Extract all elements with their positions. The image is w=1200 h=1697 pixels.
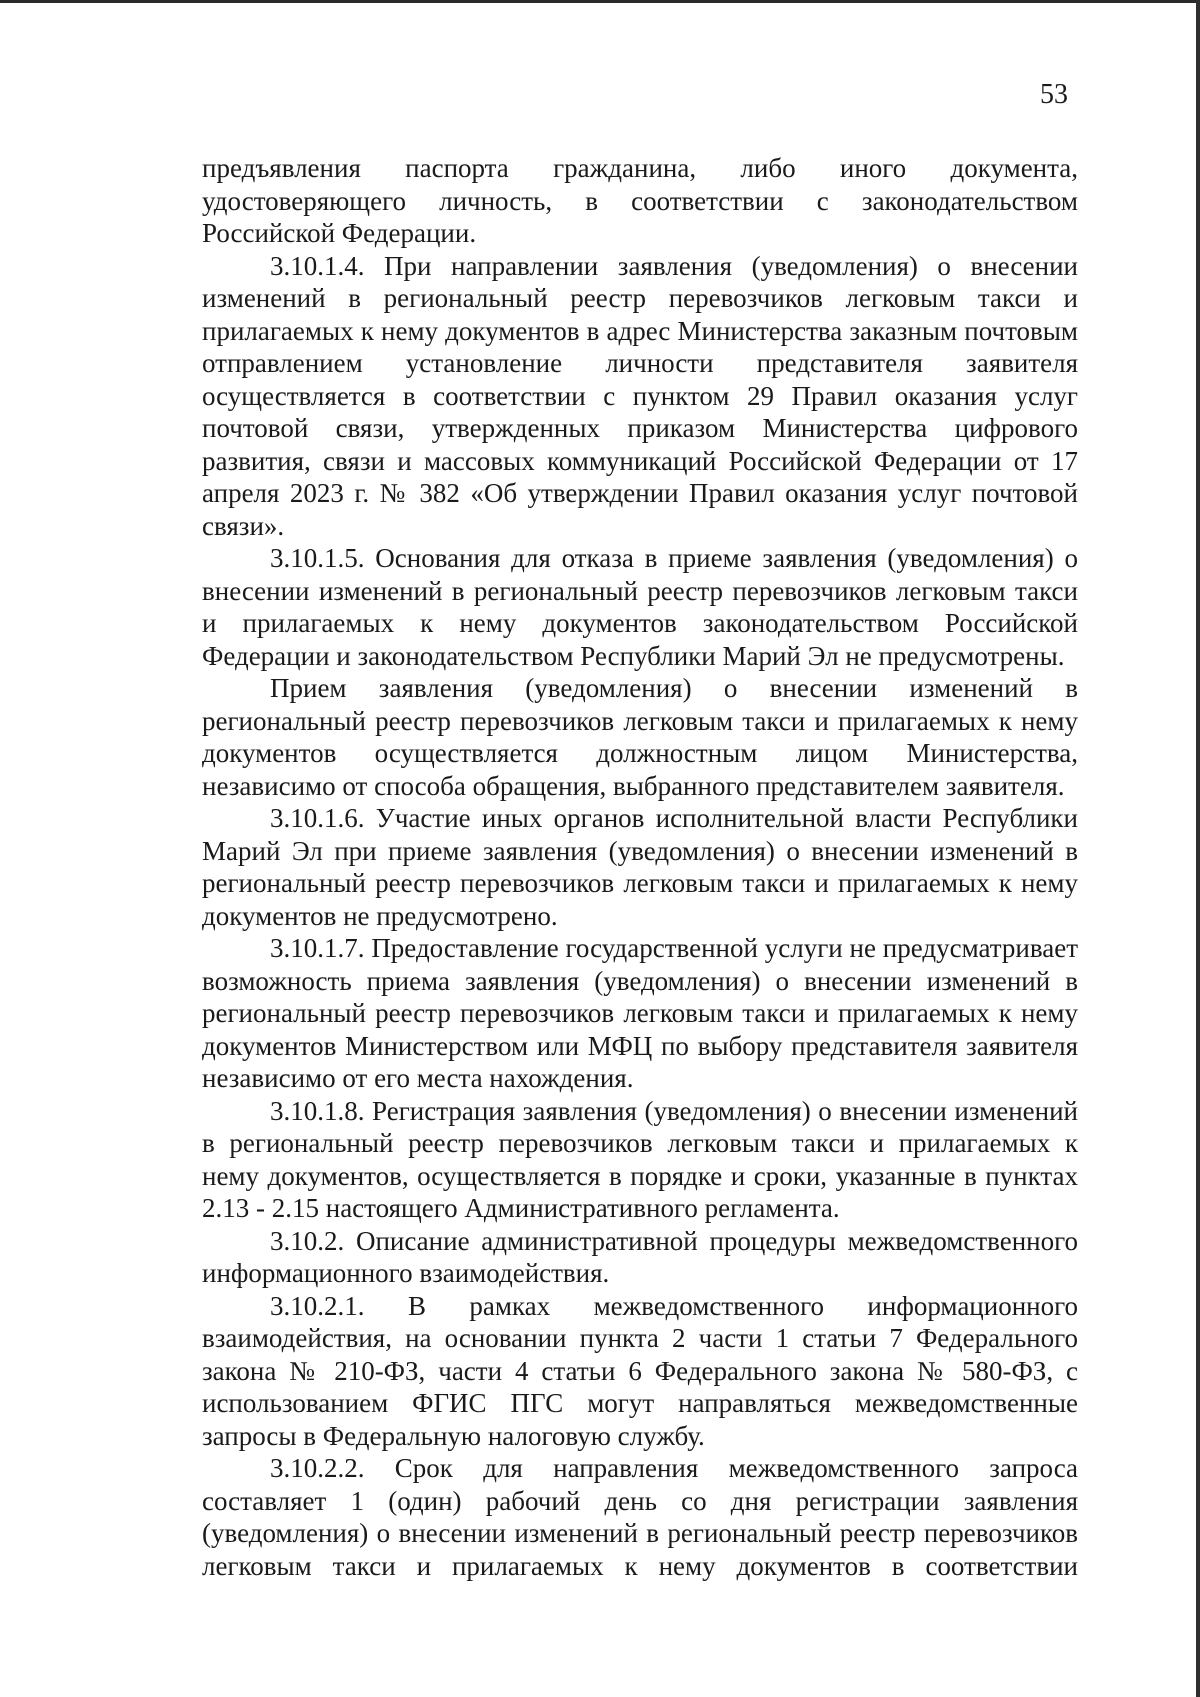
paragraph-3-10-2: 3.10.2. Описание административной процедуры межведомственного информационного взаимодействия. [202, 1225, 1078, 1288]
page-number: 53 [1040, 79, 1068, 110]
paragraph-3-10-2-2: 3.10.2.2. Срок для направления межведомственного запроса составляет 1 (один) рабочий день со дня регистрации заявления (уведомления) о внесении изменений в региональный реестр перевозчиков легковым такси и прилагаемых к нему документов в соответствии [202, 1453, 1078, 1581]
paragraph-3-10-1-6: 3.10.1.6. Участие иных органов исполнительной власти Республики Марий Эл при приеме заявления (уведомления) о внесении изменений в региональный реестр перевозчиков легковым такси и прилагаемых к нему документов не предусмотрено. [202, 803, 1078, 931]
paragraph-3-10-1-7: 3.10.1.7. Предоставление государственной услуги не предусматривает возможность приема заявления (уведомления) о внесении изменений в региональный реестр перевозчиков легковым такси и прилагаемых к нему документов Министерством или МФЦ по выбору представителя заявителя независимо от его места нахождения. [202, 933, 1078, 1093]
paragraph-3-10-1-4: 3.10.1.4. При направлении заявления (уведомления) о внесении изменений в региональный реестр перевозчиков легковым такси и прилагаемых к нему документов в адрес Министерства заказным почтовым отправлением установление личности представителя заявителя осуществляется в соответствии с пунктом 29 Правил оказания услуг почтовой связи, утвержденных приказом Министерства цифрового развития, связи и массовых коммуникаций Российской Федерации от 17 апреля 2023 г. № 382 «Об утверждении Правил оказания услуг почтовой связи». [202, 250, 1078, 541]
document-body [202, 152, 1078, 1582]
paragraph-reception: Прием заявления (уведомления) о внесении изменений в региональный реестр перевозчиков легковым такси и прилагаемых к нему документов осуществляется должностным лицом Министерства, независимо от способа обращения, выбранного представителем заявителя. [202, 673, 1078, 801]
page-top-edge [0, 0, 1200, 3]
paragraph-3-10-1-5: 3.10.1.5. Основания для отказа в приеме заявления (уведомления) о внесении изменений в региональный реестр перевозчиков легковым такси и прилагаемых к нему документов законодательством Российской Федерации и законодательством Республики Марий Эл не предусмотрены. [202, 543, 1078, 671]
page-right-edge [1196, 0, 1200, 1697]
paragraph-3-10-2-1: 3.10.2.1. В рамках межведомственного информационного взаимодействия, на основании пункта 2 части 1 статьи 7 Федерального закона № 210-ФЗ, части 4 статьи 6 Федерального закона № 580-ФЗ, с использованием ФГИС ПГС могут направляться межведомственные запросы в Федеральную налоговую службу. [202, 1290, 1078, 1451]
paragraph-continuation: предъявления паспорта гражданина, либо иного документа, удостоверяющего личность, в соответствии с законодательством Российской Федерации. [202, 153, 1078, 248]
paragraph-3-10-1-8: 3.10.1.8. Регистрация заявления (уведомления) о внесении изменений в региональный реестр перевозчиков легковым такси и прилагаемых к нему документов, осуществляется в порядке и сроки, указанные в пунктах 2.13 - 2.15 настоящего Административного регламента. [202, 1095, 1078, 1223]
